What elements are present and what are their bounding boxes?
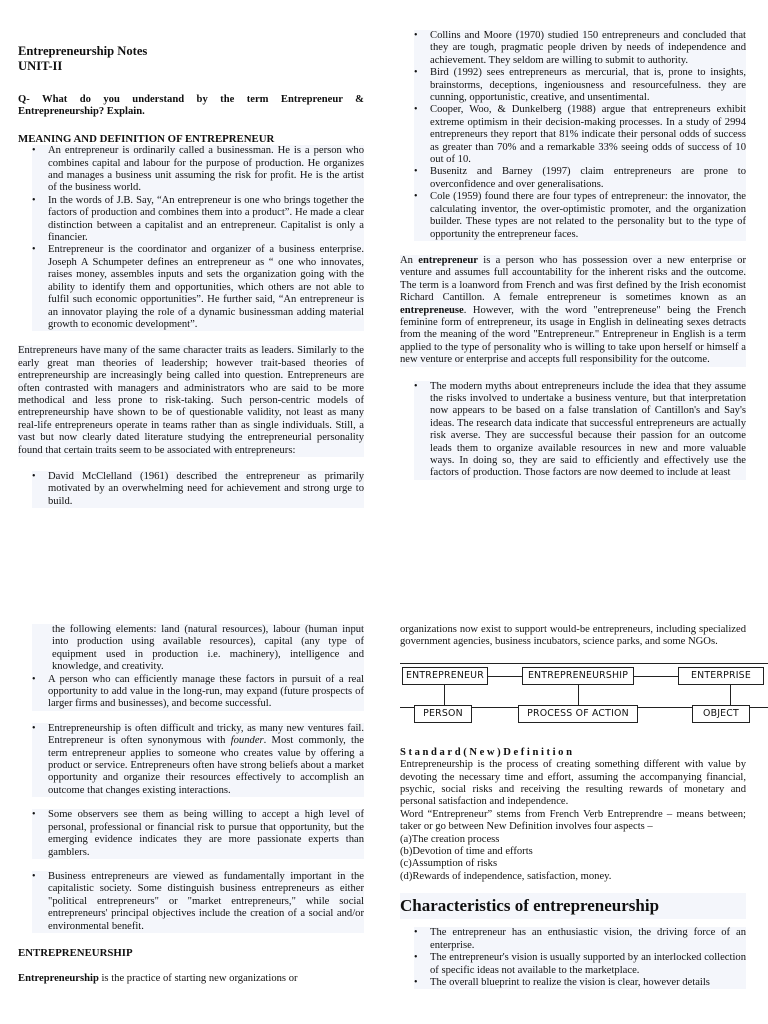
defn-text: is a person who has possession over a new enterprise or venture and assumes full accountability for the inherent risks and the outcome. The term is a loanword from French and was first defined by the Irish economist Richard Cantillon. A female entrepreneur is sometimes known as an: [400, 254, 746, 304]
list-item: • David McClelland (1961) described the entrepreneur as primarily motivated by an overwhelming need for achievement and strong urge to build.: [32, 471, 364, 508]
standard-definition-paragraph: Entrepreneurship is the process of creating something different with value by devoting the necessary time and effort, assuming the accompanying financial, psychic, social risks and receiving the resulting rewards of monetary and personal satisfaction and independence.: [400, 759, 746, 808]
characteristics-list: [414, 927, 746, 989]
research-list: [414, 30, 746, 241]
list-item: • Busenitz and Barney (1997) claim entrepreneurs are prone to overconfidence and over generalisations.: [414, 166, 746, 191]
list-item: • The overall blueprint to realize the vision is clear, however details: [414, 977, 746, 989]
page2-right-column: [400, 624, 751, 989]
list-item: • Entrepreneur is the coordinator and organizer of a business enterprise. Joseph A Schumpeter defines an entrepreneur as “ one who innovates, raises money, assembles inputs and sets the organization going with the ability to identify them and opportunities, which others are not able to fulfil such economic opportunities”. He further said, “An entrepreneur is an innovator playing the role of a dynamic businessman adding material growth to economic development”.: [32, 244, 364, 331]
standard-definition-heading: Standard(New)Definition: [400, 746, 575, 758]
diagram-box-enterprise: ENTERPRISE: [678, 667, 764, 685]
list-item: • The modern myths about entrepreneurs include the idea that they assume the risks involved to undertake a business venture, but that interpretation now appears to be based on a false translation of Cantillon's and Say's ideas. The research data indicate that successful entrepreneurs are actually risk averse. They are successful because their passion for an outcome leads them to organize available resources in new and more valuable ways. In doing so, they are said to efficiently and effectively use the factors of production. Those factors are now deemed to include at least: [414, 381, 746, 480]
diagram-box-entrepreneur: ENTREPRENEUR: [402, 667, 488, 685]
list-item: • The entrepreneur's vision is usually supported by an interlocked collection of specific ideas not available to the marketplace.: [414, 952, 746, 977]
list-item: • Bird (1992) sees entrepreneurs as mercurial, that is, prone to insights, brainstorms, deceptions, ingeniousness and resourcefulness. they are cunning, opportunistic, creative, and unsentimental.: [414, 67, 746, 104]
diagram-connector: [578, 685, 579, 705]
diagram-box-entrepreneurship: ENTREPRENEURSHIP: [522, 667, 634, 685]
aspect-item: (d)Rewards of independence, satisfaction, money.: [400, 870, 612, 882]
diagram-connector: [488, 676, 522, 677]
defn-text: . However, with the word "entrepreneuse" being the French feminine form of entrepreneur, its usage in English in delineating sexes detracts from the meaning of the word "Entrepreneur." Entrepreneur in English is a term applied to the type of personality who is willing to take upon herself or himself a new venture or enterprise and accepts full responsibility for the outcome.: [400, 304, 746, 366]
difficult-italic: founder: [230, 735, 264, 747]
list-item: • Cooper, Woo, & Dunkelberg (1988) argue that entrepreneurs exhibit extreme optimism in their decision-making processes. In a study of 2994 entrepreneurs they report that 81% indicate their personal odds of success as greater than 70% and a remarkable 33% seeing odds of success of 10 out of 10.: [414, 104, 746, 166]
characteristics-heading: Characteristics of entrepreneurship: [400, 893, 746, 919]
diagram-connector: [730, 685, 731, 705]
page2-continued-bullets: [32, 624, 364, 711]
list-item: • Business entrepreneurs are viewed as fundamentally important in the capitalistic society. Some distinguish business entrepreneurs as either "political entrepreneurs" or "market entrepreneurs," while social entrepreneurs' principal objectives include the creation of a social and/or environmental benefit.: [32, 871, 364, 933]
aspect-item: (c)Assumption of risks: [400, 858, 498, 870]
document-title: Entrepreneurship Notes: [18, 44, 148, 58]
diagram-top-rule: [400, 663, 768, 664]
diagram-box-person: PERSON: [414, 705, 472, 723]
question-text: Q- What do you understand by the term Entrepreneur & Entrepreneurship? Explain.: [18, 94, 364, 118]
document-page-2: [0, 512, 768, 1024]
difficult-list: [32, 723, 364, 797]
diagram-connector: [444, 685, 445, 705]
diagram-connector: [634, 676, 678, 677]
list-item: • Collins and Moore (1970) studied 150 entrepreneurs and concluded that they are tough, pragmatic people driven by needs of independence and achievement. They seldom are willing to submit to authority.: [414, 30, 746, 67]
list-item: [32, 723, 364, 797]
list-item: • Some observers see them as being willing to accept a high level of personal, professional or financial risk to pursue that opportunity, but the emerging evidence indicates they are more passionate experts than gamblers.: [32, 809, 364, 859]
definition-list: [32, 145, 364, 331]
myths-list: [414, 381, 746, 480]
paragraph-text: is the practice of starting new organizations or: [98, 973, 298, 985]
page1-right-column: [400, 30, 746, 480]
support-paragraph: organizations now exist to support would-be entrepreneurs, including specialized government agencies, business incubators, science parks, and some NGOs.: [400, 624, 746, 648]
defn-bold-term: entrepreneur: [418, 254, 478, 266]
entrepreneurship-diagram: [400, 663, 768, 733]
page2-left-column: [18, 624, 364, 986]
list-item: • In the words of J.B. Say, “An entrepreneur is one who brings together the factors of production and combines them into a product”. He made a clear distinction between a capitalist and an entrepreneur. Capitalist is only a financier.: [32, 195, 364, 245]
word-origin-paragraph: Word “Entrepreneur” stems from French Verb Entreprendre – means between; taker or go between New Definition involves four aspects –: [400, 808, 746, 833]
traits-paragraph: Entrepreneurs have many of the same character traits as leaders. Similarly to the early great man theories of leadership; however trait-based theories of entrepreneurship are increasingly being called into question. Entrepreneurs are often contrasted with managers and administrators who are said to be more methodical and less prone to risk-taking. Such person-centric models of entrepreneurship have shown to be of questionable validity, not least as many real-life entrepreneurs operate in teams rather than as single individuals. Still, a vast but now clearly dated literature studying the entrepreneurial personality found that certain traits seem to be associated with entrepreneurs:: [18, 345, 364, 456]
defn-text: An: [400, 254, 419, 266]
observers-list: [32, 809, 364, 859]
section-heading-entrepreneurship: ENTREPRENEURSHIP: [18, 946, 133, 959]
aspect-item: (a)The creation process: [400, 833, 500, 845]
aspect-item: (b)Devotion of time and efforts: [400, 846, 533, 858]
list-item: • Cole (1959) found there are four types of entrepreneur: the innovator, the calculating inventor, the over-optimistic promoter, and the organization builder. These types are not related to the personality but to the type of opportunity the entrepreneur faces.: [414, 191, 746, 241]
defn-bold-term: entrepreneuse: [400, 304, 464, 316]
diagram-box-process: PROCESS OF ACTION: [518, 705, 638, 723]
difficult-text: . Most commonly, the term entrepreneur applies to someone who creates value by offering a product or service. Entrepreneurs often have strong beliefs about a market opportunity and organize their resources effectively to accomplish an outcome that changes existing interactions.: [48, 735, 364, 796]
list-item: • An entrepreneur is ordinarily called a businessman. He is a person who combines capital and labour for the purpose of production. He organizes and manages a business unit assuming the risk for profit. He is the artist of the business world.: [32, 145, 364, 195]
list-item: • The entrepreneur has an enthusiastic vision, the driving force of an enterprise.: [414, 927, 746, 952]
efficient-list: [32, 674, 364, 711]
section-heading-meaning: MEANING AND DEFINITION OF ENTREPRENEUR: [18, 132, 275, 145]
unit-label: UNIT-II: [18, 59, 63, 73]
continuation-text: the following elements: land (natural resources), labour (human input into production using available resources), capital (any type of equipment used in production i.e. machinery), intelligence and knowledge, and creativity.: [52, 624, 364, 673]
list-item: • A person who can efficiently manage these factors in pursuit of a real opportunity to add value in the long-run, may expand (future prospects of larger firms and businesses), and become successful.: [32, 674, 364, 711]
entrepreneurship-paragraph: [18, 973, 364, 985]
difficult-text: Entrepreneurship is often difficult and tricky, as many new ventures fail. Entrepreneur is often synonymous with: [48, 722, 364, 747]
entrepreneur-definition-paragraph: [400, 255, 746, 367]
page1-left-column: [18, 44, 364, 508]
business-list: [32, 871, 364, 933]
mcclelland-list: [32, 471, 364, 508]
bold-term: Entrepreneurship: [18, 973, 99, 985]
diagram-box-object: OBJECT: [692, 705, 750, 723]
